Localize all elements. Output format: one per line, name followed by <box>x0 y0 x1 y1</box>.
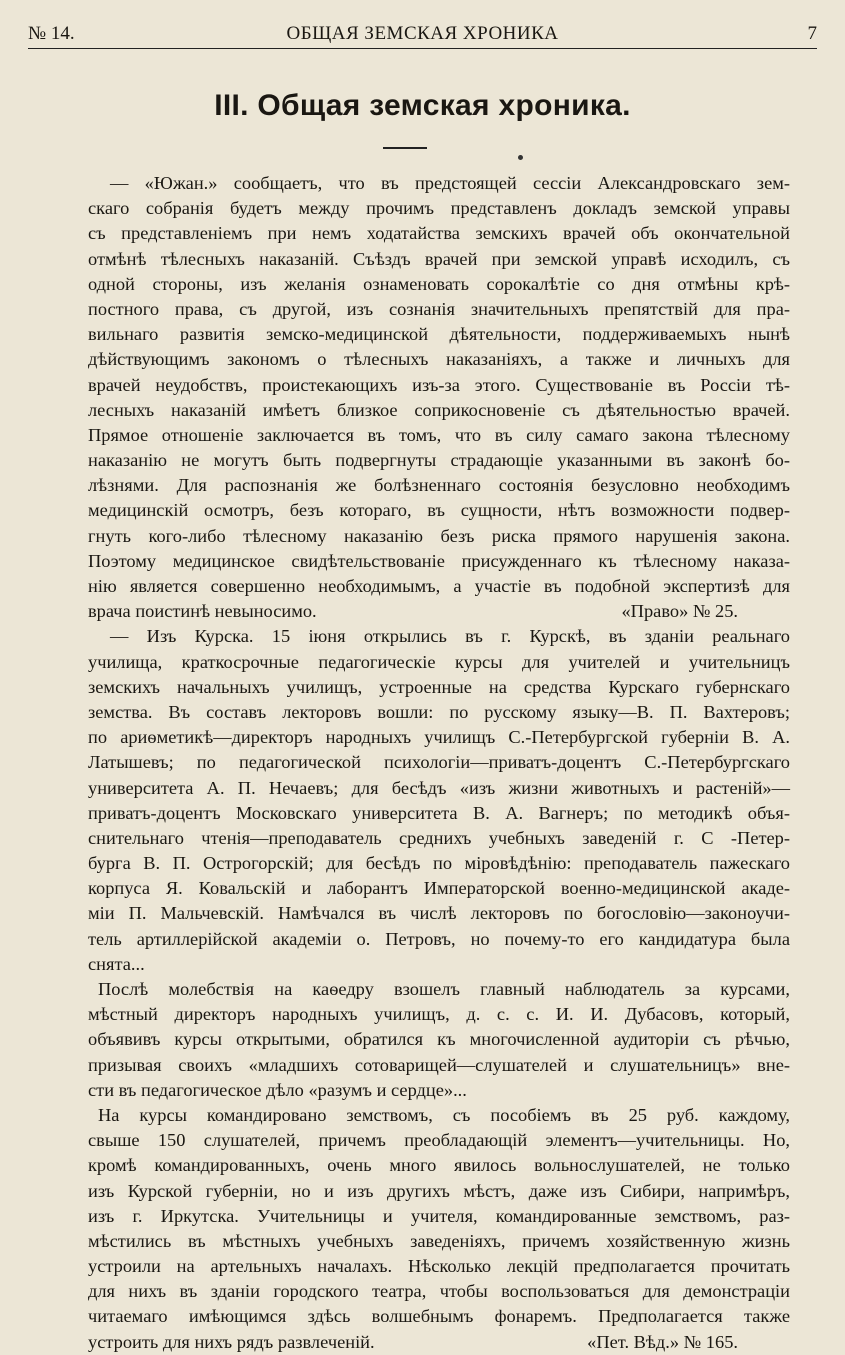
text-line: университета А. П. Нечаевъ; для бесѣдъ «изъ жизни животныхъ и растеній»— <box>88 777 790 798</box>
text-line: — «Южан.» сообщаетъ, что въ предстоящей сессіи Александровскаго зем- <box>110 173 790 193</box>
text-line: сти въ педагогическое дѣло «разумъ и сердце»... <box>88 1079 467 1100</box>
text-line: свыше 150 слушателей, причемъ преобладающій элементъ—учительницы. Но, <box>88 1130 790 1151</box>
text-line: приватъ-доцентъ Московскаго университета В. А. Вагнеръ; по методикѣ объя- <box>88 802 790 823</box>
text-line: мѣстились въ мѣстныхъ учебныхъ заведеніяхъ, причемъ хозяйственную жизнь <box>88 1230 790 1251</box>
text-line: земскихъ начальныхъ училищъ, устроенные на средства Курскаго губернскаго <box>88 676 790 697</box>
text-line: корпуса Я. Ковальскій и лаборантъ Императорской военно-медицинской акаде- <box>88 878 790 899</box>
text-line: Прямое отношеніе заключается въ томъ, что въ силу самаго закона тѣлесному <box>88 424 790 445</box>
text-line: дѣйствующимъ закономъ о тѣлесныхъ наказаніяхъ, а также и личныхъ для <box>88 349 790 370</box>
text-line: изъ г. Иркутска. Учительницы и учителя, командированные земствомъ, раз- <box>88 1205 790 1226</box>
ornament-dot <box>518 155 523 160</box>
header-rule <box>28 48 817 49</box>
paragraph-last-line <box>88 1330 790 1355</box>
text-line: училища, краткосрочные педагогическіе курсы для учителей и учительницъ <box>88 651 790 672</box>
text-line: На курсы командировано земствомъ, съ пособіемъ въ 25 руб. каждому, <box>98 1104 790 1125</box>
text-line: снята... <box>88 953 145 974</box>
text-line: мѣстный директоръ народныхъ училищъ, д. с. с. И. И. Дубасовъ, который, <box>88 1004 790 1025</box>
text-line: Послѣ молебствія на каѳедру взошелъ главный наблюдатель за курсами, <box>98 979 790 999</box>
text-line: наказанію не могутъ быть подвергнуты страдающіе указанными въ законѣ бо- <box>88 450 790 471</box>
text-line: призывая своихъ «младшихъ сотоварищей—слушателей и слушательницъ» вне- <box>88 1054 790 1075</box>
text-line: врачей неудобствъ, проистекающихъ изъ-за этого. Существованіе въ Россіи тѣ- <box>88 374 790 395</box>
paragraph <box>88 624 790 977</box>
text-line: скаго собранія будетъ между прочимъ представленъ докладъ земской управы <box>88 198 790 219</box>
page-number: 7 <box>807 23 817 44</box>
text-line: міи П. Мальчевскій. Намѣчался въ числѣ лекторовъ по богословію—законоучи- <box>88 903 790 924</box>
text-line: изъ Курской губерніи, но и изъ другихъ мѣстъ, даже изъ Сибири, напримѣръ, <box>88 1180 790 1201</box>
paragraph-last-line <box>88 599 790 624</box>
text-line: объявивъ курсы открытыми, обратился къ многочисленной аудиторіи съ рѣчью, <box>88 1029 790 1050</box>
text-line: для нихъ въ зданіи городского театра, чтобы воспользоваться для демонстраціи <box>88 1281 790 1302</box>
issue-number: № 14. <box>28 23 75 44</box>
text-line: кромѣ командированныхъ, очень много явилось вольнослушателей, не только <box>88 1155 790 1176</box>
text-line: устроить для нихъ рядъ развлеченій. <box>88 1331 375 1352</box>
text-line: тель артиллерійской академіи о. Петровъ, но почему-то его кандидатура была <box>88 928 790 949</box>
title-rule <box>383 147 427 149</box>
text-line: Поэтому медицинское свидѣтельствованіе присужденнаго къ тѣлесному наказа- <box>88 550 790 571</box>
article-body <box>88 171 790 1355</box>
paragraph <box>88 977 790 1103</box>
text-line: отмѣнѣ тѣлесныхъ наказаній. Съѣздъ врачей при земской управѣ исходилъ, съ <box>88 248 790 269</box>
text-line: лѣзнями. Для распознанія же болѣзненнаго состоянія безусловно необходимъ <box>88 475 790 496</box>
journal-title: ОБЩАЯ ЗЕМСКАЯ ХРОНИКА <box>286 23 559 44</box>
text-line: нію является совершенно необходимымъ, а участіе въ подобной экспертизѣ для <box>88 576 790 596</box>
text-line: гнуть кого-либо тѣлесному наказанію безъ риска прямого нарушенія закона. <box>88 525 790 546</box>
paragraph <box>88 171 790 624</box>
source-citation: «Право» № 25. <box>621 601 738 622</box>
text-line: вильнаго развитія земско-медицинской дѣятельности, поддерживаемыхъ нынѣ <box>88 324 790 345</box>
text-line: — Изъ Курска. 15 іюня открылись въ г. Курскѣ, въ зданіи реальнаго <box>110 626 790 647</box>
text-line: съ представленіемъ при немъ ходатайства земскихъ врачей объ окончательной <box>88 223 790 244</box>
paragraph <box>88 1103 790 1355</box>
text-line: снительнаго чтенія—преподаватель среднихъ учебныхъ заведеній г. С -Петер- <box>88 827 790 848</box>
text-line: постного права, съ другой, изъ сознанія значительныхъ препятствій для пра- <box>88 298 790 319</box>
source-citation: «Пет. Вѣд.» № 165. <box>587 1331 738 1352</box>
text-line: устроили на артельныхъ началахъ. Нѣсколько лекцій предполагается прочитать <box>88 1256 790 1277</box>
text-line: читаемаго имѣющимся здѣсь волшебнымъ фонаремъ. Предполагается также <box>88 1306 790 1327</box>
text-line: одной стороны, изъ желанія ознаменовать сорокалѣтіе со дня отмѣны крѣ- <box>88 273 790 294</box>
text-line: лесныхъ наказаній имѣетъ близкое соприкосновеніе съ дѣятельностью врачей. <box>88 399 790 420</box>
running-head <box>28 22 817 46</box>
text-line: медицинскій осмотръ, безъ котораго, въ сущности, нѣтъ возможности подвер- <box>88 500 790 521</box>
text-line: земства. Въ составъ лекторовъ вошли: по русскому языку—В. П. Вахтеровъ; <box>88 701 790 722</box>
section-title: III. Общая земская хроника. <box>214 89 631 122</box>
text-line: Латышевъ; по педагогической психологіи—приватъ-доцентъ С.-Петербургскаго <box>88 752 790 773</box>
text-line: врача поистинѣ невыносимо. <box>88 601 317 622</box>
text-line: бурга В. П. Острогорскій; для бесѣдъ по міровѣдѣнію: преподаватель пажескаго <box>88 853 790 874</box>
text-line: по ариѳметикѣ—директоръ народныхъ училищъ С.-Петербургской губерніи В. А. <box>88 727 790 748</box>
